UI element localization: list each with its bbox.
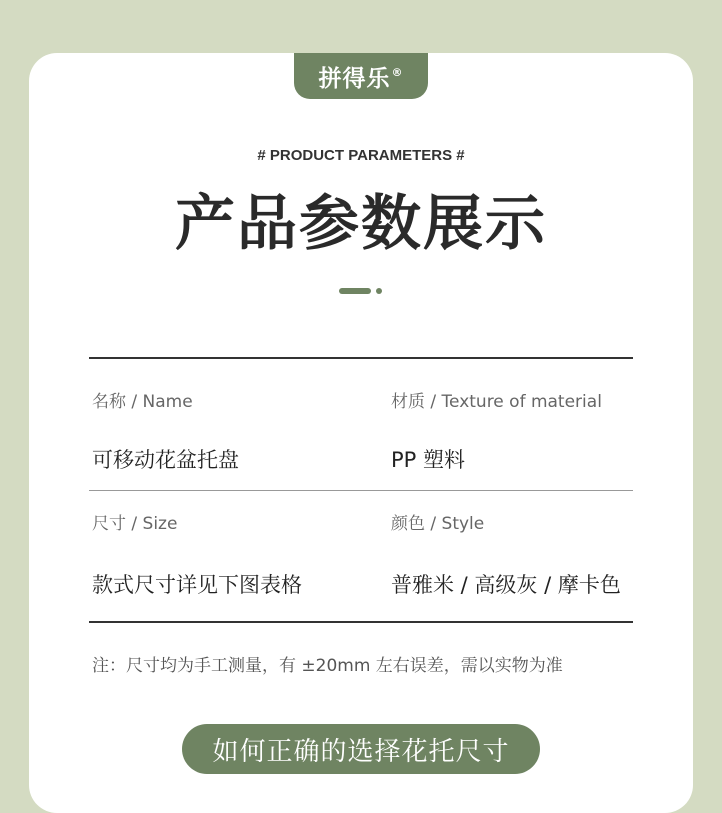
size-guide-button[interactable]: 如何正确的选择花托尺寸 bbox=[182, 724, 540, 774]
style-label: 颜色 / Style bbox=[391, 514, 485, 534]
table-row-divider bbox=[89, 490, 633, 491]
size-value: 款式尺寸详见下图表格 bbox=[92, 573, 302, 597]
style-value: 普雅米 / 高级灰 / 摩卡色 bbox=[391, 573, 621, 597]
name-label: 名称 / Name bbox=[92, 392, 193, 412]
measurement-note: 注：尺寸均为手工测量，有 ±20mm 左右误差，需以实物为准 bbox=[92, 656, 563, 676]
section-subtitle: # PRODUCT PARAMETERS # bbox=[257, 147, 465, 164]
table-bottom-rule bbox=[89, 621, 633, 623]
name-value: 可移动花盆托盘 bbox=[92, 448, 239, 472]
brand-name: 拼得乐 bbox=[318, 65, 391, 92]
registered-mark: ® bbox=[391, 65, 404, 79]
content-card bbox=[29, 53, 693, 813]
table-top-rule bbox=[89, 357, 633, 359]
brand-logo bbox=[294, 53, 428, 99]
material-label: 材质 / Texture of material bbox=[391, 392, 602, 412]
divider-dash bbox=[339, 288, 371, 294]
divider-dot bbox=[376, 288, 382, 294]
size-label: 尺寸 / Size bbox=[92, 514, 178, 534]
section-title: 产品参数展示 bbox=[175, 189, 547, 259]
material-value: PP 塑料 bbox=[391, 448, 466, 472]
